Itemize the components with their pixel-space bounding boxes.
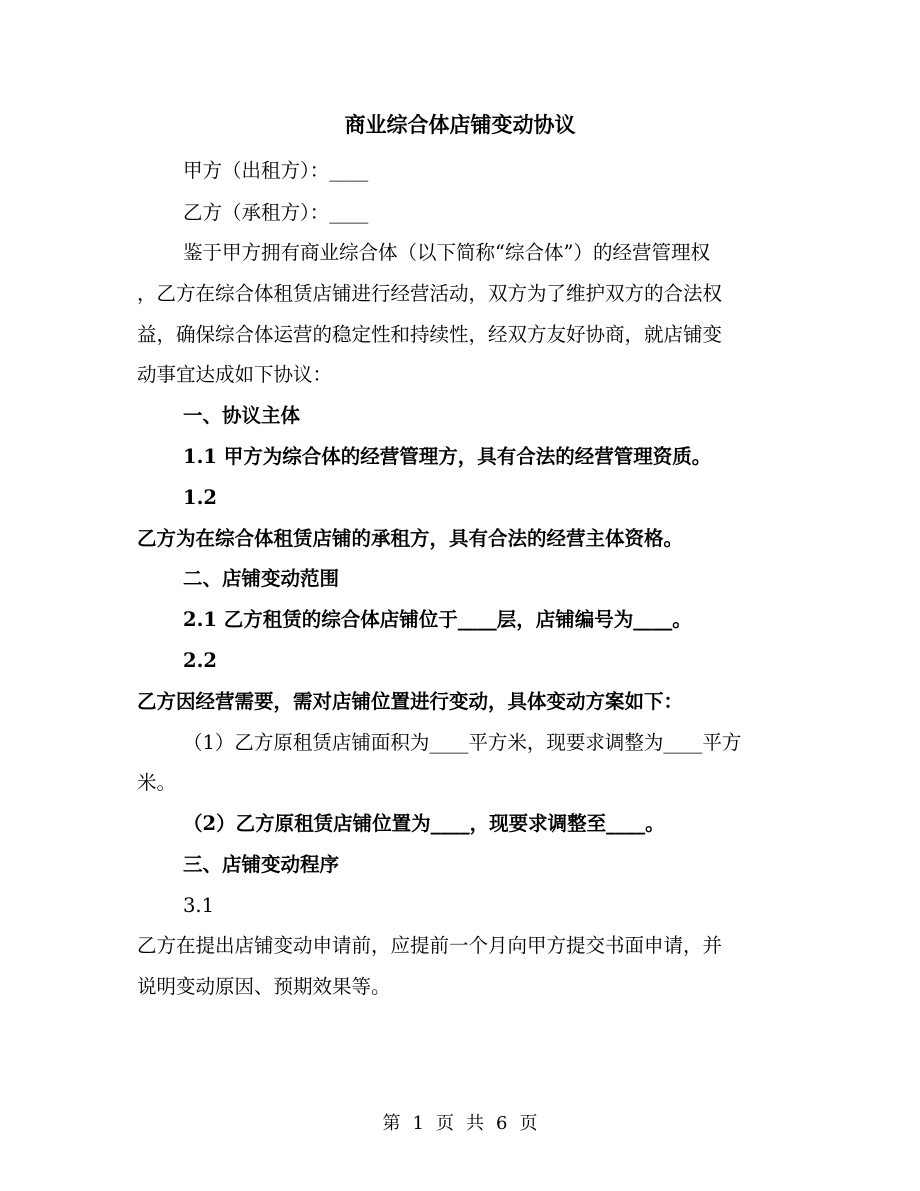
clause-2-2-item-1-cont: 米。: [137, 771, 177, 794]
party-b-line: 乙方（承租方）：____: [183, 201, 369, 224]
footer-page-label: 第: [382, 1113, 401, 1134]
clause-2-2-text: 乙方因经营需要，需对店铺位置进行变动，具体变动方案如下：: [137, 690, 684, 713]
footer-page-end: 页: [519, 1113, 538, 1134]
party-a-line: 甲方（出租方）：____: [183, 159, 369, 182]
clause-3-1-text-1: 乙方在提出店铺变动申请前，应提前一个月向甲方提交书面申请，并: [137, 934, 723, 957]
section-3-heading: 三、店铺变动程序: [183, 853, 340, 876]
clause-3-1-number: 3.1: [183, 894, 215, 917]
footer-total-label: 共: [466, 1113, 484, 1134]
page-footer: [0, 1112, 920, 1136]
section-1-heading: 一、协议主体: [183, 404, 301, 427]
clause-2-2-item-1: （1）乙方原租赁店铺面积为____平方米，现要求调整为____平方: [183, 731, 742, 754]
section-2-heading: 二、店铺变动范围: [183, 567, 340, 590]
clause-1-1: 1.1 甲方为综合体的经营管理方，具有合法的经营管理资质。: [183, 445, 712, 468]
footer-page-total: 6: [496, 1113, 508, 1134]
preamble-line-4: 动事宜达成如下协议：: [137, 363, 333, 386]
footer-page-mid: 页: [436, 1113, 454, 1134]
clause-2-1: 2.1 乙方租赁的综合体店铺位于____层，店铺编号为____。: [183, 608, 692, 631]
clause-2-2-number: 2.2: [183, 649, 217, 672]
preamble-line-2: ，乙方在综合体租赁店铺进行经营活动，双方为了维护双方的合法权: [137, 282, 723, 305]
preamble-line-1: 鉴于甲方拥有商业综合体（以下简称“综合体”）的经营管理权: [183, 241, 710, 264]
clause-3-1-text-2: 说明变动原因、预期效果等。: [137, 975, 391, 998]
clause-1-2-number: 1.2: [183, 486, 217, 509]
footer-page-current: 1: [412, 1113, 424, 1134]
clause-1-2-text: 乙方为在综合体租赁店铺的承租方，具有合法的经营主体资格。: [137, 527, 684, 550]
document-title: 商业综合体店铺变动协议: [344, 112, 576, 137]
clause-2-2-item-2: （2）乙方原租赁店铺位置为____，现要求调整至____。: [183, 812, 665, 835]
preamble-line-3: 益，确保综合体运营的稳定性和持续性，经双方友好协商，就店铺变: [137, 323, 723, 346]
